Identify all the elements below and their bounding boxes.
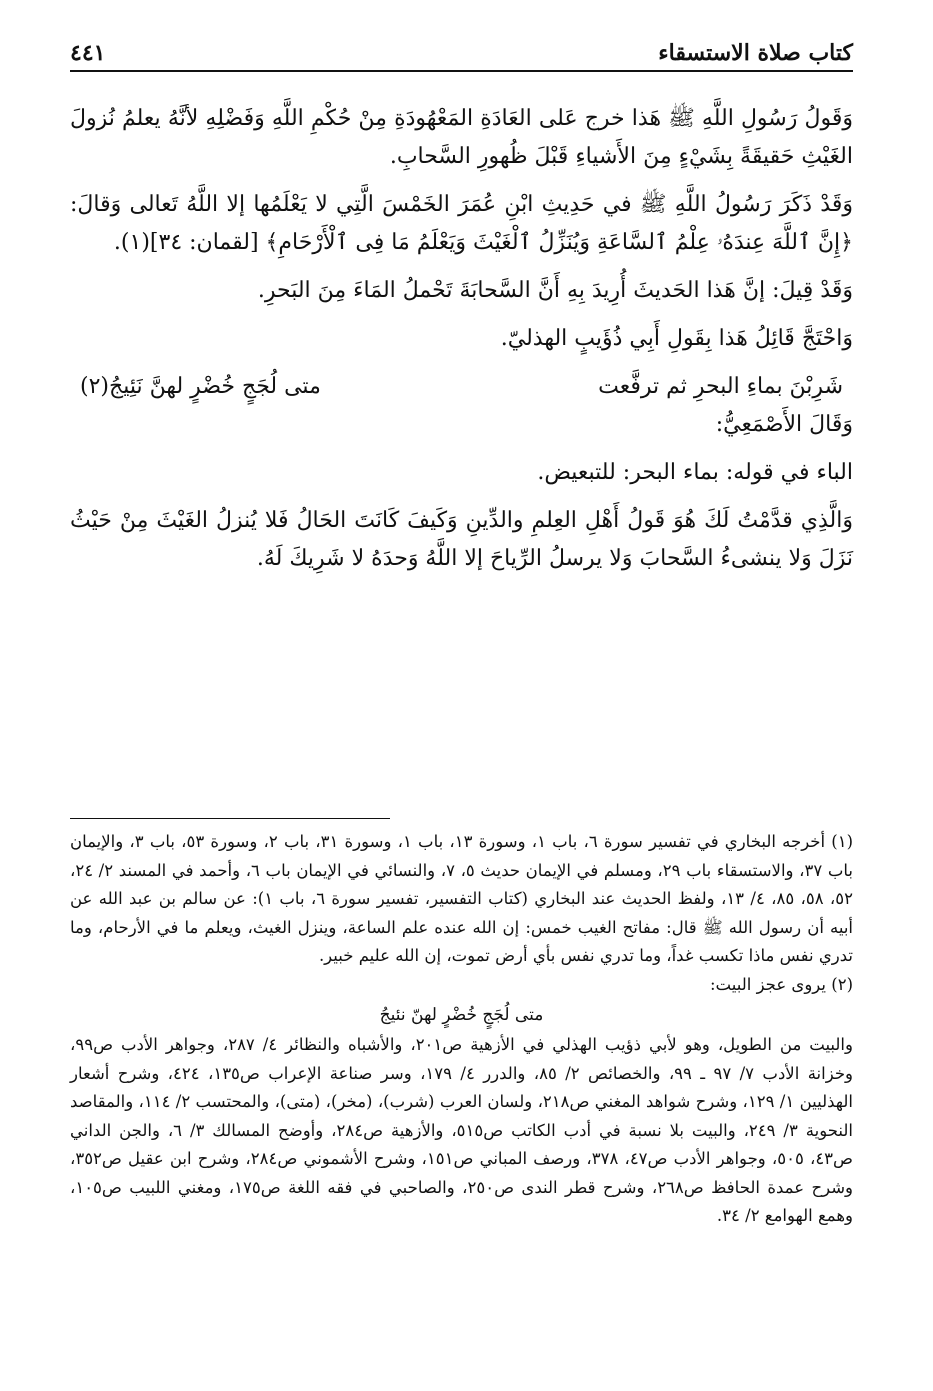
verse-first-hemistich: شَرِبْنَ بماءِ البحرِ ثم ترفَّعت (598, 374, 843, 399)
paragraph-2: وَقَدْ ذَكَرَ رَسُولُ اللَّهِ ﷺ في حَدِيثِ ابْنِ عُمَرَ الخَمْسَ الَّتِي لا يَعْلَمُها إلا اللَّهُ تَعالى وَقالَ: ﴿إِنَّ ٱللَّهَ عِندَهُۥ عِلْمُ ٱلسَّاعَةِ وَيُنَزِّلُ ٱلْغَيْثَ وَيَعْلَمُ مَا فِى ٱلْأَرْحَامِ﴾ [لقمان: ٣٤](١). (70, 192, 853, 255)
paragraph-4: وَاحْتَجَّ قَائِلُ هَذا بِقَولِ أَبِي ذُؤَيبٍ الهذليّ. (500, 326, 853, 351)
footnote-1: (١) أخرجه البخاري في تفسير سورة ٦، باب ١، وسورة ١٣، باب ١، وسورة ٣١، باب ٢، وسورة ٥٣، باب ٣، والإيمان باب ٣٧، والاستسقاء باب ٢٩، ومسلم في الإيمان حديث ٥، ٧، والنسائي في الإيمان باب ٦، وأحمد في المسند ٢/ ٢٤، ٥٢، ٥٨، ٨٥، ٤/ ١٣، ولفظ الحديث عند البخاري (كتاب التفسير، تفسير سورة ٦، باب ١): عن سالم بن عبد الله عن أبيه أن رسول الله ﷺ قال: مفاتح الغيب خمس: إن الله عنده علم الساعة، وينزل الغيث، ويعلم ما في الأرحام، وما تدري نفس ماذا تكسب غداً، وما تدري نفس بأي أرض تموت، إن الله عليم خبير. (70, 832, 854, 965)
paragraph-5: وَقَالَ الأَصْمَعِيُّ: (715, 412, 853, 437)
footnotes (70, 828, 853, 1231)
poem-verse (70, 368, 853, 406)
paragraph-6: الباء في قوله: بماء البحر: للتبعيض. (537, 460, 853, 485)
paragraph-1: وَقَولُ رَسُولِ اللَّهِ ﷺ هَذا خرج عَلى العَادَةِ المَعْهُودَةِ مِنْ حُكْمِ اللَّهِ وَفَضْلِهِ لأنَّهُ يعلمُ نُزولَ الغَيْثِ حَقيقَةً بِشَيْءٍ مِنَ الأَشياءِ قَبْلَ ظُهورِ السَّحابِ. (70, 106, 853, 169)
main-text (70, 100, 853, 588)
paragraph-3: وَقَدْ قِيلَ: إنَّ هَذا الحَديثَ أُرِيدَ بِهِ أَنَّ السَّحابَةَ تَحْملُ المَاءَ مِنَ البَحرِ. (257, 278, 853, 303)
verse-second-hemistich: متى لُجَجٍ خُضْرٍ لهنَّ نَئِيجُ(٢) (80, 374, 321, 399)
chapter-title: كتاب صلاة الاستسقاء (658, 40, 853, 66)
page-number: ٤٤١ (70, 40, 106, 66)
paragraph-7: وَالَّذِي قدَّمْتُ لَكَ هُوَ قَولُ أَهْلِ العِلمِ والدِّينِ وَكَيفَ كَانَتَ الحَالُ فَلا يُنزلُ الغَيْثَ مِنْ حَيْثُ نَزَلَ وَلا ينشىءُ السَّحابَ وَلا يرسلُ الرِّياحَ إلا اللَّهُ وَحدَهُ لا شَرِيكَ لَهُ. (70, 508, 853, 571)
footnote-2-verse: متى لُجَجٍ خُضْرٍ لهنّ نئيجُ (379, 1005, 544, 1025)
page-header (70, 30, 853, 72)
footnote-2-text: والبيت من الطويل، وهو لأبي ذؤيب الهذلي في الأزهية ص٢٠١، والأشباه والنظائر ٤/ ٢٨٧، وجواهر الأدب ص٩٩، وخزانة الأدب ٧/ ٩٧ ـ ٩٩، والخصائص ٢/ ٨٥، والدرر ٤/ ١٧٩، وسر صناعة الإعراب ص١٣٥، ٤٢٤، وشرح أشعار الهذليين ١/ ١٢٩، وشرح شواهد المغني ص٢١٨، ولسان العرب (شرب)، (مخر)، (متى)، والمحتسب ٢/ ١١٤، والمقاصد النحوية ٣/ ٢٤٩، والبيت بلا نسبة في أدب الكاتب ص٥١٥، والأزهية ص٢٨٤، وأوضح المسالك ٣/ ٦، والجن الداني ص٤٣، ٥٠٥، وجواهر الأدب ص٤٧، ٣٧٨، ورصف المباني ص١٥١، وشرح الأشموني ص٢٨٤، وشرح ابن عقيل ص٣٥٢، وشرح عمدة الحافظ ص٢٦٨، وشرح قطر الندى ص٢٥٠، والصاحبي في فقه اللغة ص١٧٥، ومغني اللبيب ص١٠٥، وهمع الهوامع ٢/ ٣٤. (70, 1035, 854, 1225)
footnote-2-intro: (٢) يروى عجز البيت: (710, 974, 853, 994)
footnote-divider (70, 818, 390, 819)
